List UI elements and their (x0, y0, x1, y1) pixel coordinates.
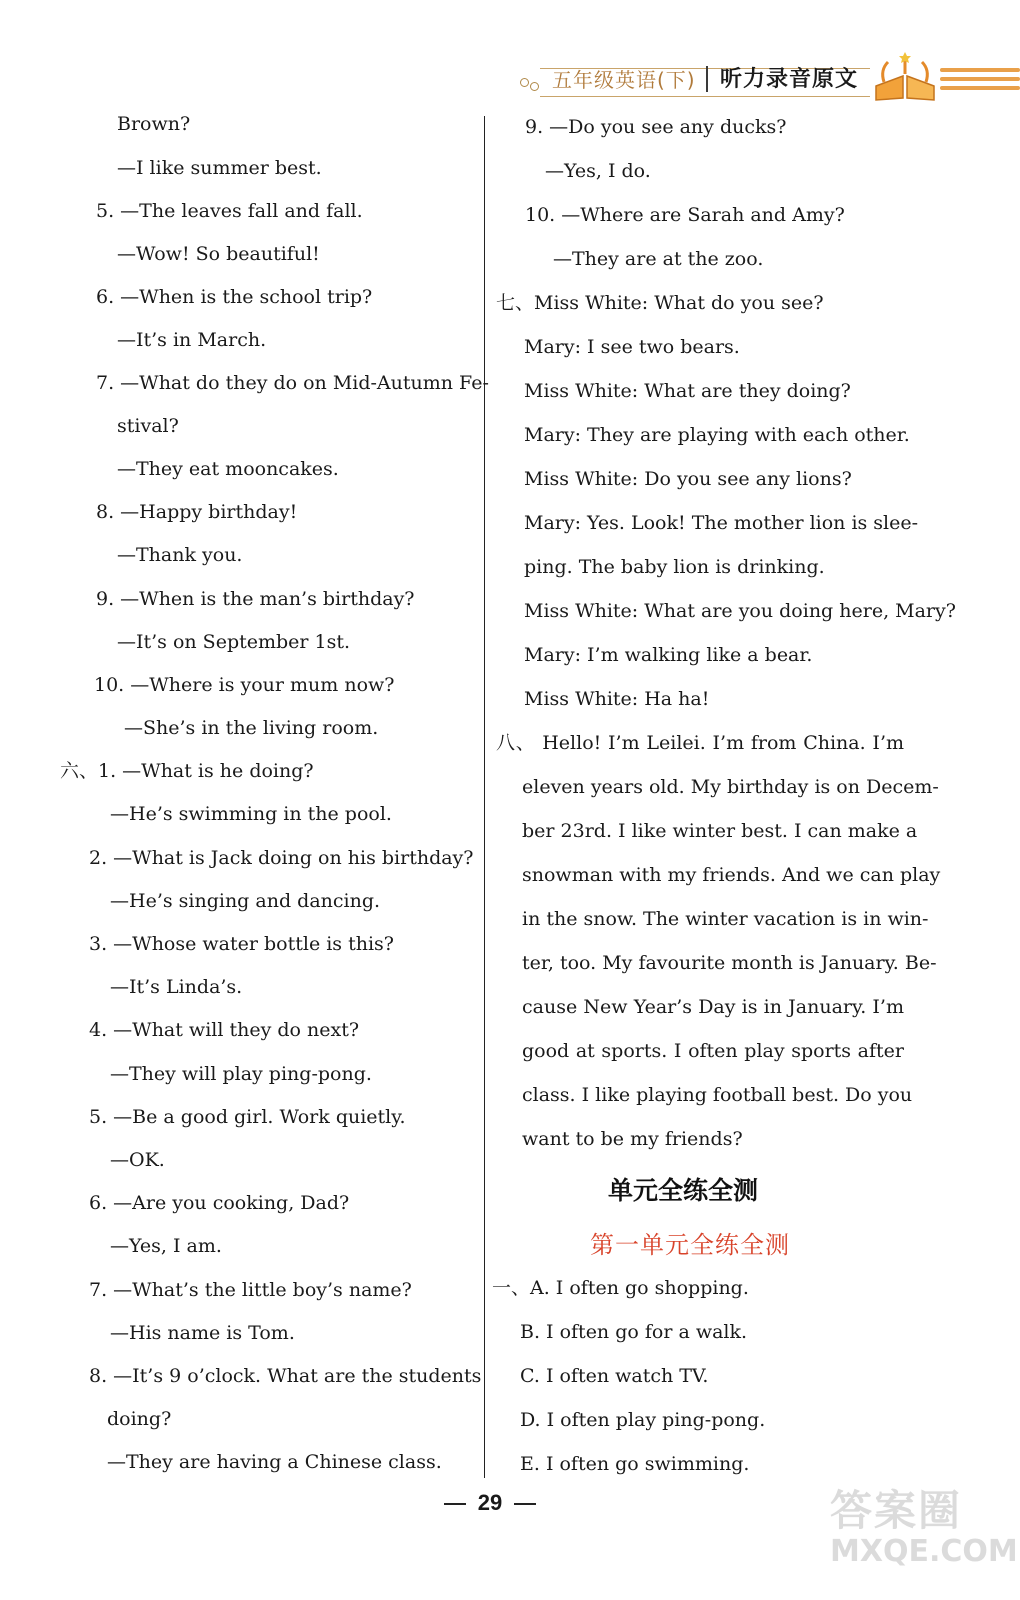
text-line: —Yes, I am. (110, 1235, 222, 1257)
text-line: 9. —Do you see any ducks? (525, 116, 787, 138)
text-line: —OK. (110, 1149, 165, 1171)
text-line: —Thank you. (117, 544, 243, 566)
text-line: stival? (117, 415, 179, 437)
text-line: D. I often play ping-pong. (520, 1409, 766, 1431)
section-title: 单元全练全测 (608, 1176, 759, 1205)
text-line: Mary: I see two bears. (524, 336, 740, 358)
text-line: 6. —When is the school trip? (96, 286, 373, 308)
text-line: 10. —Where are Sarah and Amy? (525, 204, 845, 226)
text-line: cause New Year’s Day is in January. I’m (522, 996, 904, 1018)
text-line: 6. —Are you cooking, Dad? (89, 1192, 350, 1214)
text-line: 4. —What will they do next? (89, 1019, 360, 1041)
text-line: Miss White: Ha ha! (524, 688, 710, 710)
text-line: —Wow! So beautiful! (117, 243, 320, 265)
header-subject-title: 听力录音原文 (720, 67, 859, 92)
text-line: 七、Miss White: What do you see? (496, 292, 824, 314)
page-number-value: 29 (477, 1490, 503, 1515)
text-line: class. I like playing football best. Do you (522, 1084, 913, 1106)
text-line: E. I often go swimming. (520, 1453, 750, 1475)
section-subtitle: 第一单元全练全测 (590, 1231, 790, 1259)
text-line: in the snow. The winter vacation is in win- (522, 908, 929, 930)
text-line: Miss White: What are they doing? (524, 380, 851, 402)
text-line: 7. —What do they do on Mid-Autumn Fe- (96, 372, 489, 394)
text-line: 9. —When is the man’s birthday? (96, 588, 415, 610)
text-line: Miss White: What are you doing here, Mary? (524, 600, 956, 622)
text-line: —They are at the zoo. (553, 248, 764, 270)
text-line: Brown? (117, 113, 191, 135)
site-watermark (830, 1478, 1018, 1588)
text-line: Miss White: Do you see any lions? (524, 468, 852, 490)
text-line: 10. —Where is your mum now? (94, 674, 395, 696)
text-line: —They will play ping-pong. (110, 1063, 372, 1085)
text-line: —She’s in the living room. (124, 717, 379, 739)
text-line: B. I often go for a walk. (520, 1321, 748, 1343)
text-line: —They are having a Chinese class. (107, 1451, 442, 1473)
text-line: ber 23rd. I like winter best. I can make a (522, 820, 918, 842)
text-line: Mary: I’m walking like a bear. (524, 644, 813, 666)
page-number (420, 1490, 560, 1516)
text-line: —Yes, I do. (545, 160, 651, 182)
text-line: —They eat mooncakes. (117, 458, 339, 480)
text-line: snowman with my friends. And we can play (522, 864, 941, 886)
text-line: —He’s singing and dancing. (110, 890, 381, 912)
text-line: eleven years old. My birthday is on Decem- (522, 776, 939, 798)
text-line: —It’s Linda’s. (110, 976, 243, 998)
text-line: —I like summer best. (117, 157, 322, 179)
text-line: 8. —Happy birthday! (96, 501, 298, 523)
text-line: —It’s on September 1st. (117, 631, 351, 653)
text-line: 八、 Hello! I’m Leilei. I’m from China. I’m (496, 732, 904, 754)
text-line: 六、1. —What is he doing? (60, 760, 314, 782)
watermark-url-text: MXQE.COM (830, 1534, 1018, 1569)
text-line: C. I often watch TV. (520, 1365, 709, 1387)
header-grade-label: 五年级英语(下) (552, 68, 696, 92)
text-line: ping. The baby lion is drinking. (524, 556, 825, 578)
text-line: 5. —Be a good girl. Work quietly. (89, 1106, 406, 1128)
text-line: Mary: Yes. Look! The mother lion is slee- (524, 512, 919, 534)
text-line: 3. —Whose water bottle is this? (89, 933, 394, 955)
text-line: ter, too. My favourite month is January. Be- (522, 952, 937, 974)
text-line: 8. —It’s 9 o’clock. What are the students (89, 1365, 482, 1387)
text-line: 5. —The leaves fall and fall. (96, 200, 363, 222)
text-line: want to be my friends? (522, 1128, 743, 1150)
text-line: 一、A. I often go shopping. (492, 1277, 749, 1299)
text-line: —He’s swimming in the pool. (110, 803, 392, 825)
text-line: 2. —What is Jack doing on his birthday? (89, 847, 474, 869)
text-line: —It’s in March. (117, 329, 267, 351)
text-line: doing? (107, 1408, 172, 1430)
text-line: 7. —What’s the little boy’s name? (89, 1279, 412, 1301)
text-line: good at sports. I often play sports after (522, 1040, 904, 1062)
watermark-logo-text: 答案圈 (830, 1486, 963, 1535)
text-line: Mary: They are playing with each other. (524, 424, 910, 446)
text-line: —His name is Tom. (110, 1322, 295, 1344)
